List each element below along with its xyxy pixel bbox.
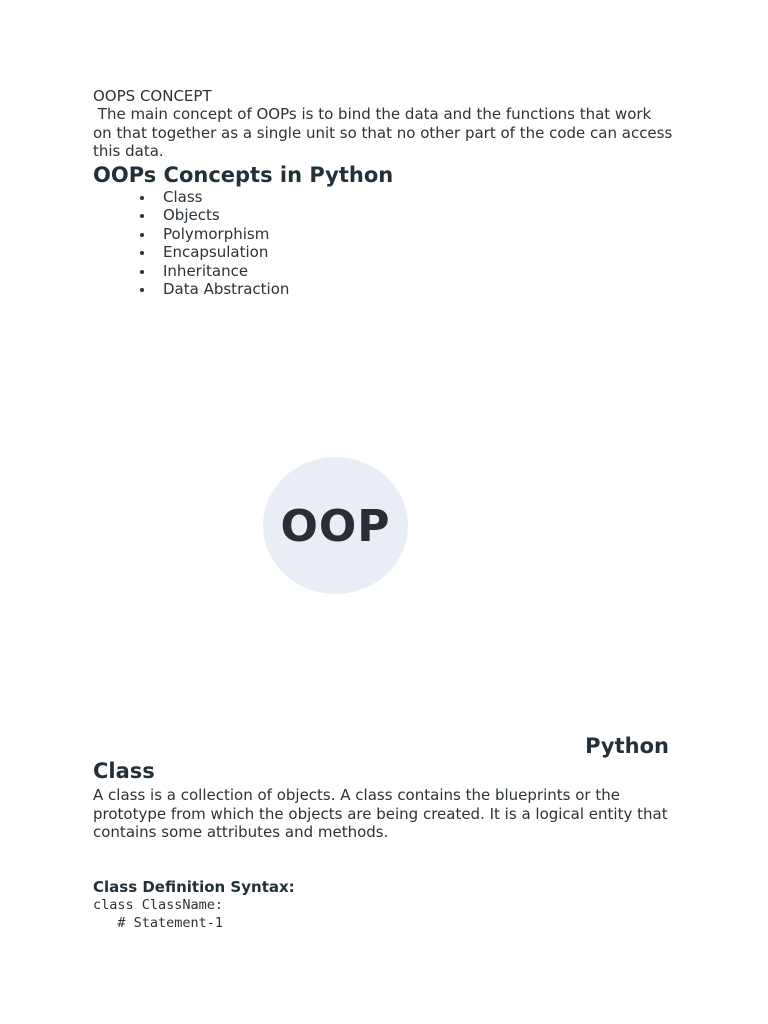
code-line: class ClassName:	[93, 896, 224, 913]
list-item: Inheritance	[140, 262, 673, 281]
list-item: Polymorphism	[140, 225, 673, 244]
intro-paragraph: The main concept of OOPs is to bind the data and the functions that work on that together as a single unit so that no other part of the code can access this data.	[93, 105, 678, 160]
class-description: A class is a collection of objects. A class contains the blueprints or the prototype from which the objects are being created. It is a logical entity that contains some attributes and methods.	[93, 786, 668, 841]
list-item: Encapsulation	[140, 243, 673, 262]
syntax-label: Class Definition Syntax:	[93, 877, 295, 896]
code-line: # Statement-1	[93, 914, 224, 931]
list-item: Objects	[140, 206, 673, 225]
class-title: Class	[93, 759, 155, 783]
doc-heading: OOPS CONCEPT	[93, 87, 212, 105]
oop-logo-text: OOP	[280, 501, 391, 552]
class-section	[93, 758, 673, 932]
oop-logo-image	[263, 457, 408, 594]
concept-list	[93, 188, 673, 299]
document-body	[93, 87, 678, 299]
list-item: Class	[140, 188, 673, 207]
list-item: Data Abstraction	[140, 280, 673, 299]
section-title: OOPs Concepts in Python	[93, 162, 394, 187]
python-label: Python	[585, 734, 669, 758]
